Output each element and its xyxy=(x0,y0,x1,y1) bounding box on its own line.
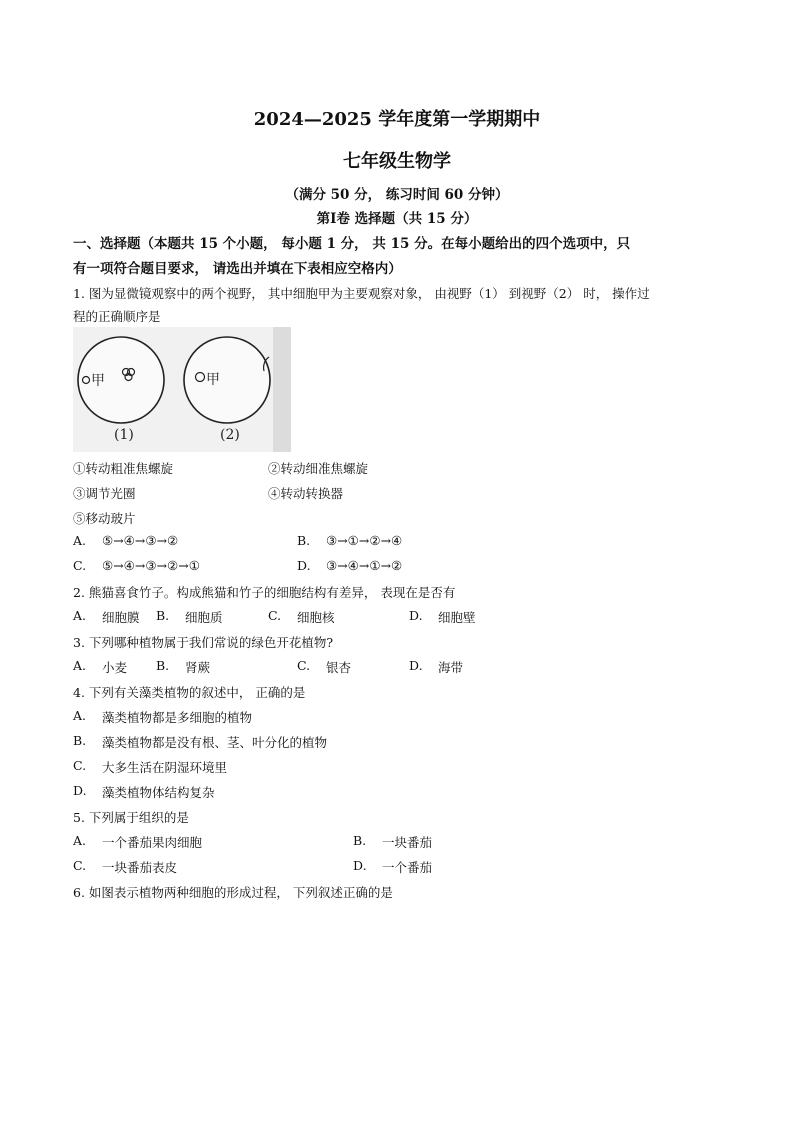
q2-stem: 2. 熊猫喜食竹子。构成熊猫和竹子的细胞结构有差异， 表现在是否有 xyxy=(73,585,456,600)
volume-heading: 第Ⅰ卷 选择题（共 15 分） xyxy=(316,211,478,227)
q1-step-3: ③调节光圈 xyxy=(73,486,136,501)
q4-option-b-letter: B. xyxy=(73,733,87,748)
q4-option-c: 大多生活在阴湿环境里 xyxy=(102,760,228,775)
q4-option-a-letter: A. xyxy=(73,708,87,723)
q1-option-a: ⑤→④→③→② xyxy=(102,533,179,548)
q1-step-4: ④转动转换器 xyxy=(268,486,344,501)
q1-option-d-letter: D. xyxy=(297,558,311,573)
q5-option-b-letter: B. xyxy=(353,833,367,848)
q4-option-d-letter: D. xyxy=(73,783,87,798)
q2-option-c-letter: C. xyxy=(268,608,282,623)
q4-option-d: 藻类植物体结构复杂 xyxy=(102,785,215,800)
exam-note: （满分 50 分， 练习时间 60 分钟） xyxy=(285,187,509,203)
view2-caption: (2) xyxy=(220,427,240,443)
q1-stem-line2: 程的正确顺序是 xyxy=(73,309,161,324)
q2-option-b-letter: B. xyxy=(156,608,170,623)
q4-stem: 4. 下列有关藻类植物的叙述中， 正确的是 xyxy=(73,685,306,700)
q5-option-c-letter: C. xyxy=(73,858,87,873)
q1-stem-line1: 1. 图为显微镜观察中的两个视野， 其中细胞甲为主要观察对象， 由视野（1） 到视野（2） 时， 操作过 xyxy=(73,286,650,301)
q3-option-a: 小麦 xyxy=(102,660,128,675)
q3-stem: 3. 下列哪种植物属于我们常说的绿色开花植物? xyxy=(73,635,334,650)
view2-label: 甲 xyxy=(206,372,220,388)
q2-option-b: 细胞质 xyxy=(185,610,223,625)
microscope-fields-figure xyxy=(73,327,291,452)
section-heading-line1: 一、选择题（本题共 15 个小题， 每小题 1 分， 共 15 分。在每小题给出的四个选项中，只 xyxy=(73,236,631,252)
q3-option-b: 肾蕨 xyxy=(185,660,211,675)
q1-option-b-letter: B. xyxy=(297,533,311,548)
q2-option-a-letter: A. xyxy=(73,608,87,623)
q5-option-c: 一块番茄表皮 xyxy=(102,860,178,875)
q4-option-b: 藻类植物都是没有根、茎、叶分化的植物 xyxy=(102,735,328,750)
view1-label: 甲 xyxy=(91,373,105,389)
q1-option-c: ⑤→④→③→②→① xyxy=(102,558,200,573)
view1-caption: (1) xyxy=(114,427,134,443)
q1-option-a-letter: A. xyxy=(73,533,87,548)
q4-option-a: 藻类植物都是多细胞的植物 xyxy=(102,710,253,725)
q5-option-d: 一个番茄 xyxy=(382,860,433,875)
section-heading-line2: 有一项符合题目要求， 请选出并填在下表相应空格内） xyxy=(73,261,402,277)
q6-stem: 6. 如图表示植物两种细胞的形成过程， 下列叙述正确的是 xyxy=(73,885,393,900)
q2-option-d-letter: D. xyxy=(409,608,423,623)
q1-step-5: ⑤移动玻片 xyxy=(73,511,136,526)
q3-option-d: 海带 xyxy=(438,660,464,675)
q1-option-b: ③→①→②→④ xyxy=(326,533,403,548)
q3-option-d-letter: D. xyxy=(409,658,423,673)
q3-option-c-letter: C. xyxy=(297,658,311,673)
exam-title: 2024—2025 学年度第一学期期中 xyxy=(253,109,541,130)
q4-option-c-letter: C. xyxy=(73,758,87,773)
q3-option-b-letter: B. xyxy=(156,658,170,673)
q1-step-2: ②转动细准焦螺旋 xyxy=(268,461,369,476)
q3-option-c: 银杏 xyxy=(326,660,352,675)
q1-option-d: ③→④→①→② xyxy=(326,558,403,573)
q3-option-a-letter: A. xyxy=(73,658,87,673)
q2-option-c: 细胞核 xyxy=(297,610,335,625)
q5-option-a-letter: A. xyxy=(73,833,87,848)
q5-stem: 5. 下列属于组织的是 xyxy=(73,810,189,825)
q2-option-a: 细胞膜 xyxy=(102,610,140,625)
q2-option-d: 细胞壁 xyxy=(438,610,476,625)
q5-option-a: 一个番茄果肉细胞 xyxy=(102,835,203,850)
exam-subject: 七年级生物学 xyxy=(343,151,451,172)
q1-step-1: ①转动粗准焦螺旋 xyxy=(73,461,174,476)
q5-option-b: 一块番茄 xyxy=(382,835,433,850)
q1-option-c-letter: C. xyxy=(73,558,87,573)
q5-option-d-letter: D. xyxy=(353,858,367,873)
